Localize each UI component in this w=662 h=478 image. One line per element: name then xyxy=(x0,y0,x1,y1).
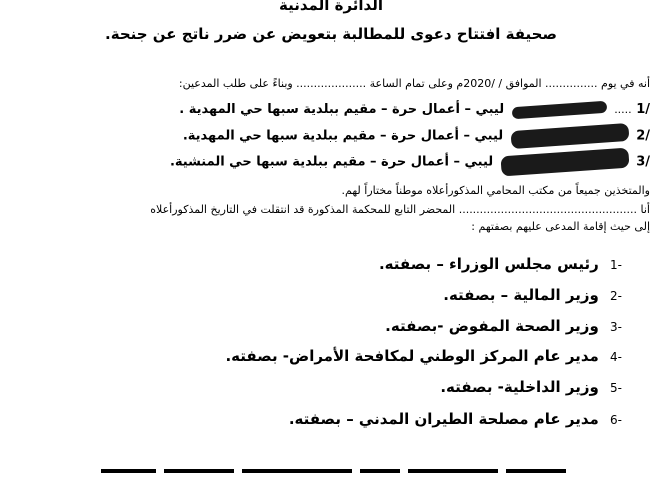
plaintiff-3-number: /3 xyxy=(636,154,650,170)
defendant-3-text: وزير الصحة المفوض -بصفته. xyxy=(385,317,599,335)
plaintiff-3-text: ليبي – أعمال حرة – مقيم ببلدية سبها حي المنشية. xyxy=(169,154,494,170)
defendant-2-number: -2 xyxy=(610,289,622,303)
intro-line: أنه في يوم ............... الموافق / /2020م وعلى تمام الساعة .................... وبناءً على طلب المدعين: xyxy=(178,77,650,90)
defendant-6-number: -6 xyxy=(610,413,622,427)
defendant-2 xyxy=(443,286,622,304)
service-line-3: إلى حيث إقامة المدعى عليهم بصفتهم : xyxy=(471,220,650,233)
defendant-2-text: وزير المالية – بصفته. xyxy=(443,286,599,304)
defendant-3-number: -3 xyxy=(610,320,622,334)
plaintiff-2-text: ليبي – أعمال حرة – مقيم ببلدية سبها حي المهدية. xyxy=(182,128,504,144)
plaintiff-1: /1 ..... ليبي – أعمال حرة – مقيم ببلدية سبها حي المهدية . xyxy=(179,102,650,117)
redacted-name-2 xyxy=(510,123,629,149)
defendant-5-number: -5 xyxy=(610,381,622,395)
plaintiff-2-number: /2 xyxy=(636,128,650,144)
defendant-4-text: مدير عام المركز الوطني لمكافحة الأمراض- بصفته. xyxy=(225,347,599,365)
plaintiff-3 xyxy=(170,152,650,172)
defendant-5 xyxy=(440,378,622,396)
document-title: صحيفة افتتاح دعوى للمطالبة بتعويض عن ضرر ناتج عن جنحة. xyxy=(105,25,557,43)
defendant-1-text: رئيس مجلس الوزراء – بصفته. xyxy=(378,255,599,273)
defendant-4 xyxy=(225,347,622,365)
defendant-4-number: -4 xyxy=(610,350,622,364)
defendant-1 xyxy=(379,255,622,273)
defendant-6 xyxy=(289,410,622,428)
plaintiff-2 xyxy=(183,127,650,145)
plaintiff-1-text: ليبي – أعمال حرة – مقيم ببلدية سبها حي المهدية . xyxy=(179,102,505,117)
service-line-1: والمتخذين جميعاً من مكتب المحامي المذكورأعلاه موطناً مختاراً لهم. xyxy=(341,184,650,197)
plaintiff-1-number: /1 xyxy=(636,102,650,117)
defendant-5-text: وزير الداخلية- بصفته. xyxy=(440,378,599,396)
redacted-name-3 xyxy=(500,148,629,177)
defendant-1-number: -1 xyxy=(610,258,622,272)
defendant-6-text: مدير عام مصلحة الطيران المدني – بصفته. xyxy=(288,410,599,428)
defendant-3 xyxy=(385,317,622,335)
court-name: الدائرة المدنية xyxy=(279,0,383,14)
cut-off-next-line xyxy=(70,458,570,478)
service-line-2: أنا ................................................... المحضر التابع للمحكمة المذكورة قد انتقلت في التاريخ المذكورأعلاه xyxy=(150,203,650,216)
redacted-name-1 xyxy=(511,100,607,119)
